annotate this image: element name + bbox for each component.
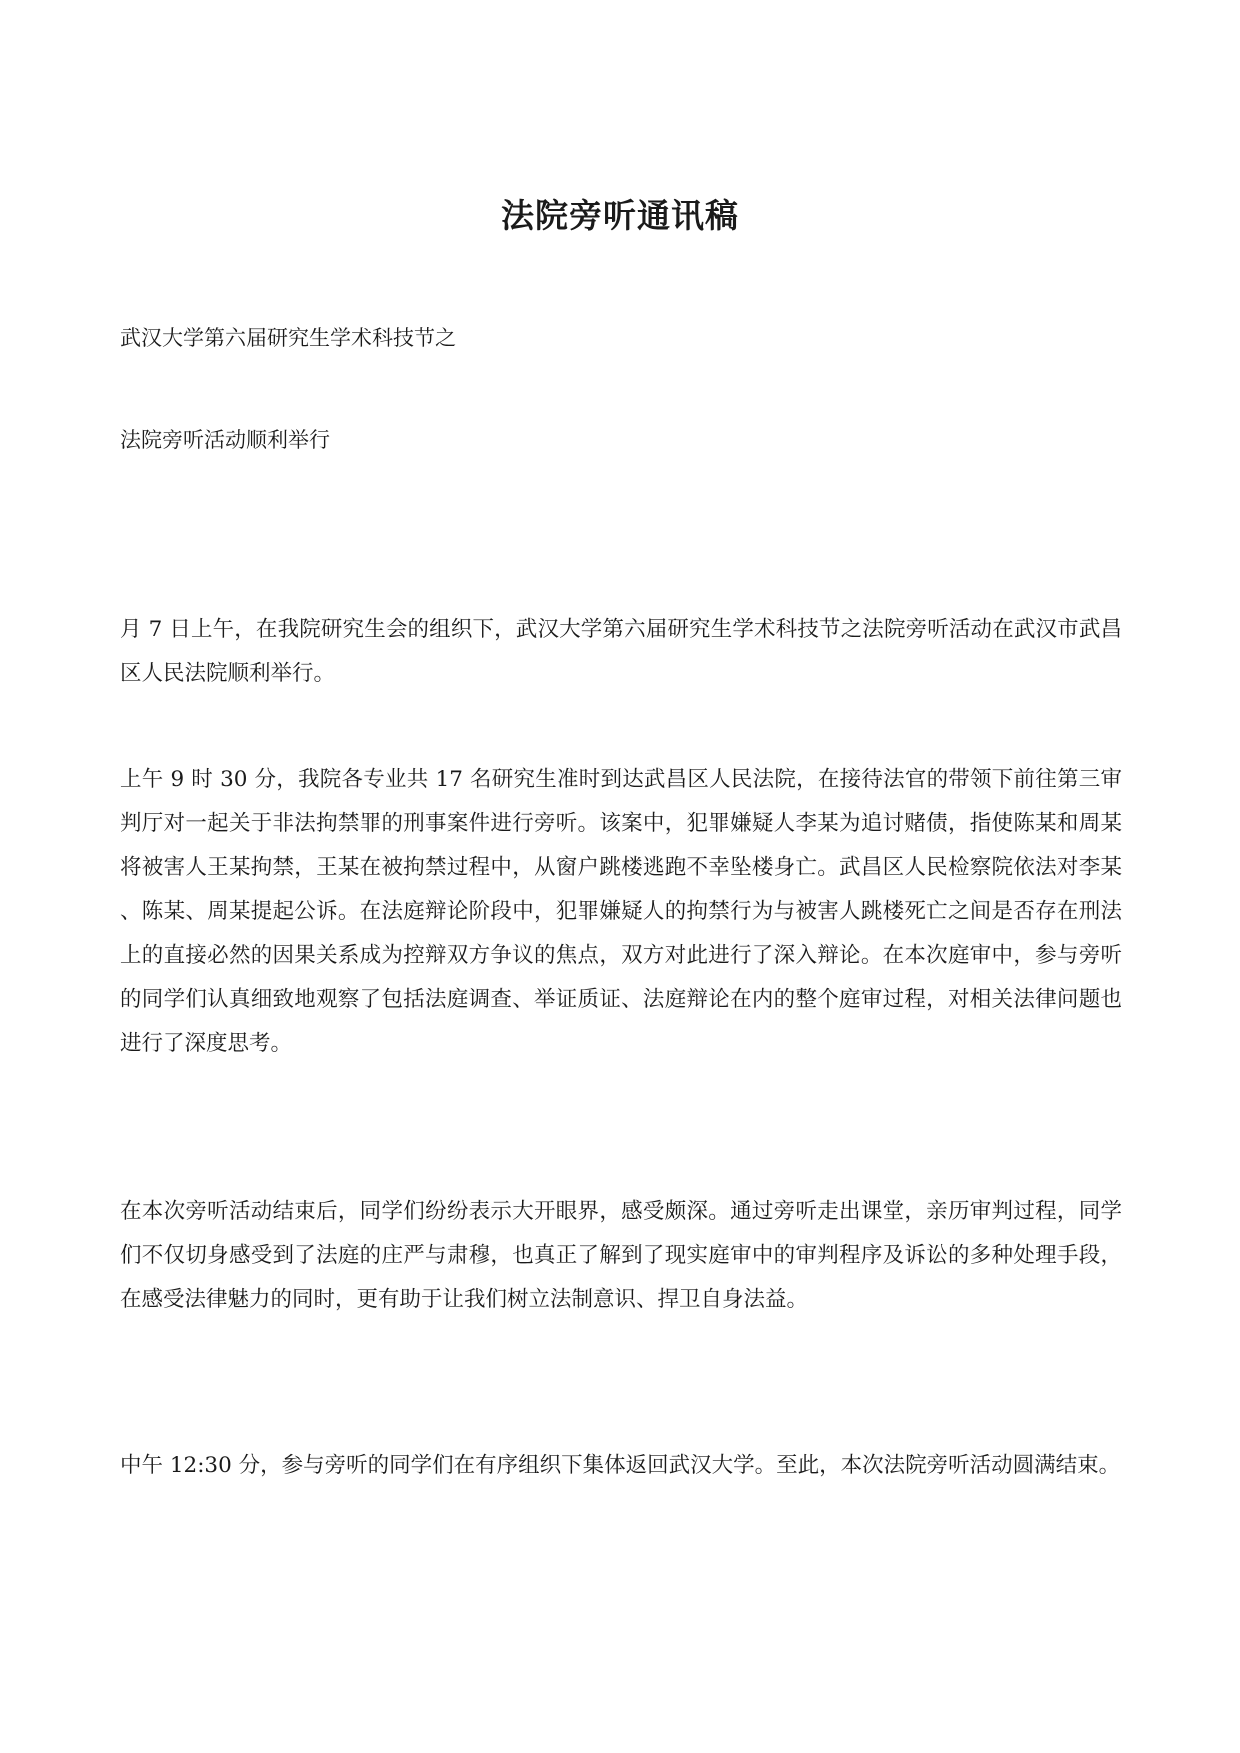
document-title: 法院旁听通讯稿 bbox=[501, 196, 739, 235]
subtitle-line-2: 法院旁听活动顺利举行 bbox=[120, 428, 330, 452]
paragraph-intro: 月 7 日上午，在我院研究生会的组织下，武汉大学第六届研究生学术科技节之法院旁听活动在武汉市武昌区人民法院顺利举行。 bbox=[120, 617, 1122, 686]
paragraph-case: 上午 9 时 30 分，我院各专业共 17 名研究生准时到达武昌区人民法院，在接待法官的带领下前往第三审判厅对一起关于非法拘禁罪的刑事案件进行旁听。该案中，犯罪嫌疑人李某为追讨赌债，指使陈某和周某将被害人王某拘禁，王某在被拘禁过程中，从窗户跳楼逃跑不幸坠楼身亡。武昌区人民检察院依法对李某、陈某、周某提起公诉。在法庭辩论阶段中，犯罪嫌疑人的拘禁行为与被害人跳楼死亡之间是否存在刑法上的直接必然的因果关系成为控辩双方争议的焦点，双方对此进行了深入辩论。在本次庭审中，参与旁听的同学们认真细致地观察了包括法庭调查、举证质证、法庭辩论在内的整个庭审过程，对相关法律问题也进行了深度思考。 bbox=[120, 767, 1122, 1056]
subtitle-line-1: 武汉大学第六届研究生学术科技节之 bbox=[120, 326, 456, 350]
paragraph-reflection: 在本次旁听活动结束后，同学们纷纷表示大开眼界，感受颇深。通过旁听走出课堂，亲历审判过程，同学们不仅切身感受到了法庭的庄严与肃穆，也真正了解到了现实庭审中的审判程序及诉讼的多种处理手段，在感受法律魅力的同时，更有助于让我们树立法制意识、捍卫自身法益。 bbox=[120, 1199, 1122, 1312]
paragraph-closing: 中午 12:30 分，参与旁听的同学们在有序组织下集体返回武汉大学。至此，本次法院旁听活动圆满结束。 bbox=[120, 1453, 1121, 1478]
